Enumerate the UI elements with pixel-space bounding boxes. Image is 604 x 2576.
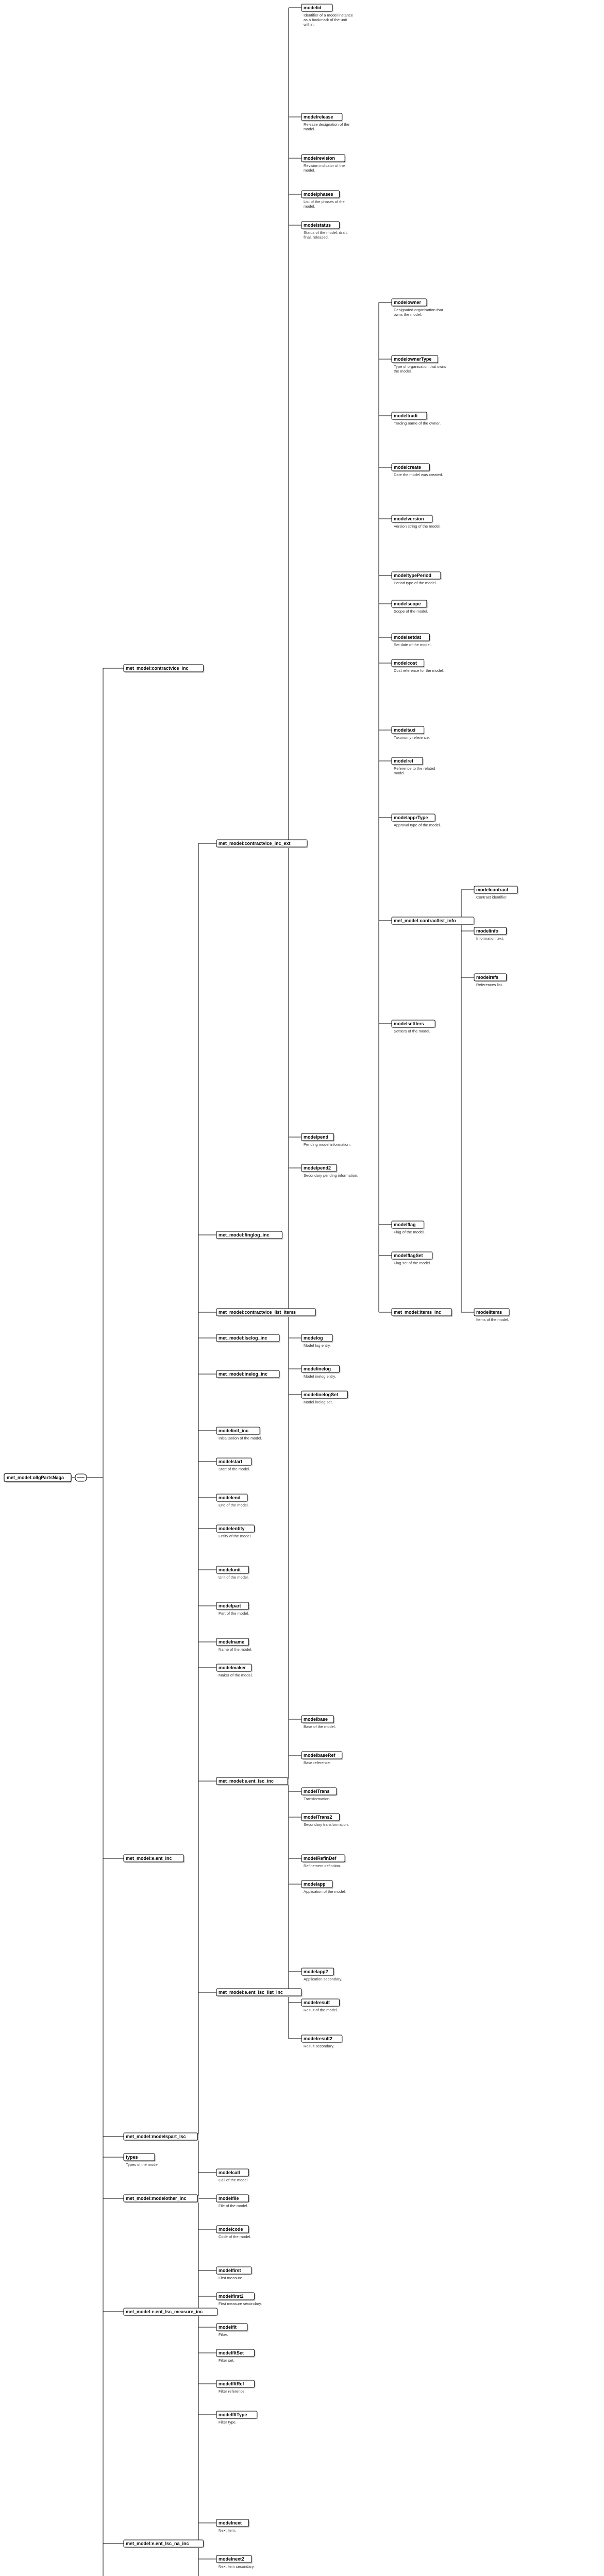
node-description: model. (304, 127, 315, 131)
schema-node (301, 1164, 358, 1178)
schema-node (216, 1602, 250, 1616)
node-description: within. (304, 22, 315, 27)
node-description: Secondary pending information. (304, 1173, 358, 1178)
node-description: Result of the model. (304, 2008, 338, 2012)
node-description: Period type of the model. (394, 581, 437, 585)
node-label: met_model:contractvice_inc_ext (219, 841, 291, 846)
node-description: Application of the model. (304, 1889, 346, 1894)
node-description: Refinement definition. (304, 1863, 341, 1868)
node-description: Scope of the model. (394, 609, 428, 614)
schema-node (392, 1309, 453, 1317)
schema-node (216, 2226, 251, 2239)
node-layer (4, 4, 518, 2576)
schema-node (124, 2195, 199, 2203)
node-description: Code of the model. (219, 2234, 251, 2239)
schema-node (392, 464, 443, 477)
schema-node (474, 974, 508, 987)
schema-node (216, 840, 308, 848)
node-label: modelinelog (304, 1366, 331, 1371)
node-description: Filter type. (219, 2420, 237, 2425)
schema-node (392, 814, 441, 827)
node-label: met_model:modelother_inc (126, 2196, 187, 2201)
node-label: modelnext2 (219, 2556, 245, 2562)
schema-node (301, 1133, 350, 1147)
schema-node (392, 572, 442, 585)
node-description: Call of the model. (219, 2178, 249, 2182)
node-label: modelfile (219, 2196, 239, 2201)
schema-node (216, 2169, 250, 2182)
schema-node (216, 2555, 255, 2569)
node-description: Model inelog entry. (304, 1374, 336, 1379)
schema-node (392, 1221, 425, 1234)
node-description: the model. (394, 369, 412, 374)
node-label: modelstart (219, 1459, 243, 1464)
node-description: Settlers of the model. (394, 1029, 430, 1033)
node-description: Base reference. (304, 1760, 331, 1765)
node-label: met_model:e.ent_lsc_list_inc (219, 1990, 283, 1995)
node-description: Start of the model. (219, 1467, 250, 1471)
node-label: modelfirst (219, 2268, 241, 2273)
node-label: modelinelogSet (304, 1392, 339, 1397)
schema-node (392, 1252, 433, 1265)
schema-node (124, 2540, 204, 2548)
schema-node (216, 1370, 280, 1379)
node-label: modelname (219, 1639, 245, 1645)
node-label: modelunit (219, 1567, 241, 1572)
node-label: modelcontract (476, 887, 509, 892)
schema-node (392, 299, 443, 317)
node-label: met_model:modelspart_lsc (126, 2134, 186, 2139)
schema-node (301, 2035, 343, 2048)
schema-node (301, 4, 353, 27)
schema-node (216, 1494, 249, 1507)
node-label: modelcost (394, 660, 417, 666)
schema-node (301, 191, 345, 209)
node-description: First measure secondary. (219, 2301, 262, 2306)
node-label: modelscope (394, 601, 421, 606)
node-description: model. (394, 771, 406, 775)
node-label: modelapp2 (304, 1969, 328, 1974)
node-label: modelresult (304, 2000, 330, 2005)
schema-node (392, 659, 444, 673)
schema-node (216, 1458, 253, 1471)
schema-node (301, 1814, 349, 1827)
schema-node (216, 1231, 283, 1240)
node-label: met_model:contractvice_list_items (219, 1310, 296, 1315)
node-description: Types of the model. (126, 2162, 160, 2167)
node-label: modelresult2 (304, 2036, 333, 2041)
node-description: First measure. (219, 2276, 243, 2280)
schema-node (124, 2154, 159, 2167)
schema-node (474, 1309, 510, 1322)
node-description: Pending model information. (304, 1142, 351, 1147)
node-label: modelflagSet (394, 1253, 423, 1258)
node-description: Approval type of the model. (394, 823, 441, 827)
schema-node (301, 1880, 346, 1894)
schema-node (216, 2519, 250, 2533)
node-description: Version string of the model. (394, 524, 441, 529)
node-label: modelrevision (304, 156, 335, 161)
node-description: Part of the model. (219, 1611, 249, 1616)
node-description: Application secondary. (304, 1977, 342, 1981)
node-description: Base of the model. (304, 1724, 336, 1729)
node-label: modelownerType (394, 357, 432, 362)
connector-layer (71, 8, 474, 2576)
node-label: modelflag (394, 1222, 416, 1227)
node-label: modeltypePeriod (394, 573, 432, 578)
node-label: modelfltSet (219, 2350, 244, 2355)
node-label: met_model:e.ent_lsc_na_inc (126, 2541, 189, 2546)
schema-node (301, 222, 348, 240)
schema-node (216, 1638, 252, 1652)
node-description: Next item secondary. (219, 2564, 255, 2569)
node-label: modelapp (304, 1882, 326, 1887)
node-description: Flag of the model. (394, 1230, 425, 1234)
schema-node (216, 1989, 303, 1997)
schema-node (216, 1309, 316, 1317)
schema-node (301, 1788, 338, 1801)
schema-node (392, 600, 428, 614)
schema-node (216, 1427, 262, 1440)
node-description: List of the phases of the (304, 199, 345, 204)
schema-node (392, 726, 430, 740)
schema-node (216, 1334, 280, 1343)
node-description: Filter set. (219, 2358, 234, 2363)
node-label: modelphases (304, 192, 333, 197)
node-label: modelpart (219, 1603, 241, 1608)
node-label: met_model:inelog_inc (219, 1371, 268, 1377)
node-description: File of the model. (219, 2204, 248, 2208)
node-label: modelrelease (304, 114, 333, 120)
schema-node (474, 927, 508, 941)
node-label: modelfirst2 (219, 2294, 244, 2299)
node-label: modelfltRef (219, 2381, 244, 2386)
node-label: modelid (304, 5, 322, 10)
schema-node (216, 2380, 255, 2394)
schema-node (301, 113, 349, 131)
schema-node (124, 2133, 199, 2141)
node-label: modelsettlers (394, 1021, 424, 1026)
node-label: modelRefinDef (304, 1856, 337, 1861)
node-description: Initialisation of the model. (219, 1436, 262, 1440)
schema-node (216, 1664, 253, 1677)
schema-node (392, 634, 431, 647)
node-label: modelog (304, 1335, 323, 1341)
schema-node (301, 155, 346, 173)
node-label: modelversion (394, 516, 424, 521)
schema-node (392, 917, 475, 925)
schema-node (216, 2195, 250, 2208)
node-description: Flag set of the model. (394, 1261, 431, 1265)
schema-node (301, 1752, 343, 1765)
node-description: Model inelog set. (304, 1400, 333, 1404)
schema-node (301, 1334, 333, 1348)
node-description: owns the model. (394, 312, 422, 317)
schema-node (216, 2324, 248, 2337)
node-label: modelowner (394, 300, 422, 305)
node-description: Type of organisation that owns (394, 364, 446, 369)
node-label: met_model:e.ent_lsc_measure_inc (126, 2309, 203, 2314)
node-label: modelinfo (476, 928, 498, 934)
node-label: met_model:e.ent_inc (126, 1856, 172, 1861)
node-description: Maker of the model. (219, 1673, 253, 1677)
node-label: modelnext (219, 2520, 242, 2526)
node-label: modelbaseRef (304, 1753, 335, 1758)
schema-node (124, 665, 204, 673)
node-description: Date the model was created. (394, 472, 443, 477)
node-label: modelmaker (219, 1665, 246, 1670)
node-label: types (126, 2155, 138, 2160)
node-label: modelitems (476, 1310, 502, 1315)
node-description: Set date of the model. (394, 642, 432, 647)
root-node (4, 1473, 72, 1483)
node-description: Transformation. (304, 1797, 331, 1801)
node-label: modelinit_inc (219, 1428, 249, 1433)
node-description: model. (304, 204, 315, 209)
schema-node (301, 1391, 349, 1404)
node-description: References list. (476, 982, 503, 987)
node-label: modelapprType (394, 815, 428, 820)
schema-node (474, 886, 518, 900)
schema-node (216, 2349, 255, 2363)
schema-node (392, 515, 441, 529)
node-label: met_model:lsclog_inc (219, 1335, 267, 1341)
schema-node (216, 1566, 250, 1580)
schema-node (124, 2308, 218, 2316)
node-description: final, released. (304, 235, 329, 240)
node-label: modelrefs (476, 975, 499, 980)
node-description: Revision indicator of the (304, 163, 345, 168)
node-description: Release designation of the (304, 122, 349, 127)
node-label: met_model:items_inc (394, 1310, 442, 1315)
node-label: modelpend2 (304, 1165, 331, 1171)
node-description: Model log entry. (304, 1343, 331, 1348)
node-description: Items of the model. (476, 1317, 509, 1322)
node-label: modelTrans2 (304, 1815, 332, 1820)
node-label: modeltradi (394, 413, 418, 418)
node-label: modelbase (304, 1717, 328, 1722)
node-description: Unit of the model. (219, 1575, 249, 1580)
node-description: Status of the model: draft, (304, 230, 348, 235)
schema-node (392, 355, 446, 374)
node-description: model. (304, 168, 315, 173)
node-description: Entity of the model. (219, 1534, 252, 1538)
node-label: modelcreate (394, 465, 422, 470)
schema-node (301, 1999, 340, 2012)
node-label: modelsetdat (394, 635, 422, 640)
node-label: modelfltType (219, 2412, 247, 2417)
node-label: modelpend (304, 1134, 329, 1140)
node-description: Identifier of a model instance (304, 13, 353, 18)
schema-node (216, 2293, 262, 2306)
schema-node (301, 1716, 336, 1729)
schema-node (301, 1855, 346, 1868)
node-label: modelref (394, 758, 414, 764)
schema-node (216, 2267, 253, 2280)
sequence-marker (75, 1474, 87, 1481)
node-label: met_model:e.ent_lsc_inc (219, 1778, 274, 1784)
node-label: met_model:finglog_inc (219, 1232, 270, 1238)
node-label: modelcode (219, 2227, 243, 2232)
schema-node (216, 2411, 258, 2425)
node-description: as a bookmark of the unit (304, 18, 347, 22)
root-label: met_model:ollgPartsNaga (7, 1475, 64, 1480)
node-label: met_model:contractvice_inc (126, 666, 189, 671)
node-label: modelentity (219, 1526, 245, 1531)
node-description: Designated organisation that (394, 308, 443, 312)
node-description: Result secondary. (304, 2044, 334, 2048)
node-description: Next item. (219, 2528, 236, 2533)
node-description: Information text. (476, 936, 504, 941)
node-description: Filter. (219, 2332, 228, 2337)
schema-node (392, 412, 441, 426)
node-description: Taxonomy reference. (394, 735, 430, 740)
node-description: Cost reference for the model. (394, 668, 444, 673)
node-description: End of the model. (219, 1503, 249, 1507)
schema-node (216, 1777, 289, 1786)
node-description: Trading name of the owner. (394, 421, 441, 426)
schema-node (392, 757, 435, 775)
schema-node (301, 1968, 342, 1981)
node-description: Filter reference. (219, 2389, 246, 2394)
node-label: modelstatus (304, 223, 331, 228)
schema-node (301, 1365, 340, 1379)
node-description: Secondary transformation. (304, 1822, 349, 1827)
node-label: met_model:contractlist_info (394, 918, 456, 923)
schema-node (216, 1525, 255, 1538)
node-label: modelend (219, 1495, 241, 1500)
node-label: modelTrans (304, 1789, 330, 1794)
node-label: modelcall (219, 2170, 240, 2175)
schema-node (392, 1020, 436, 1033)
node-label: modeltaxi (394, 727, 416, 733)
node-label: modelflt (219, 2325, 237, 2330)
node-description: Reference to the related (394, 766, 435, 771)
node-description: Contract identifier. (476, 895, 508, 900)
schema-node (124, 1855, 185, 1863)
node-description: Name of the model. (219, 1647, 253, 1652)
